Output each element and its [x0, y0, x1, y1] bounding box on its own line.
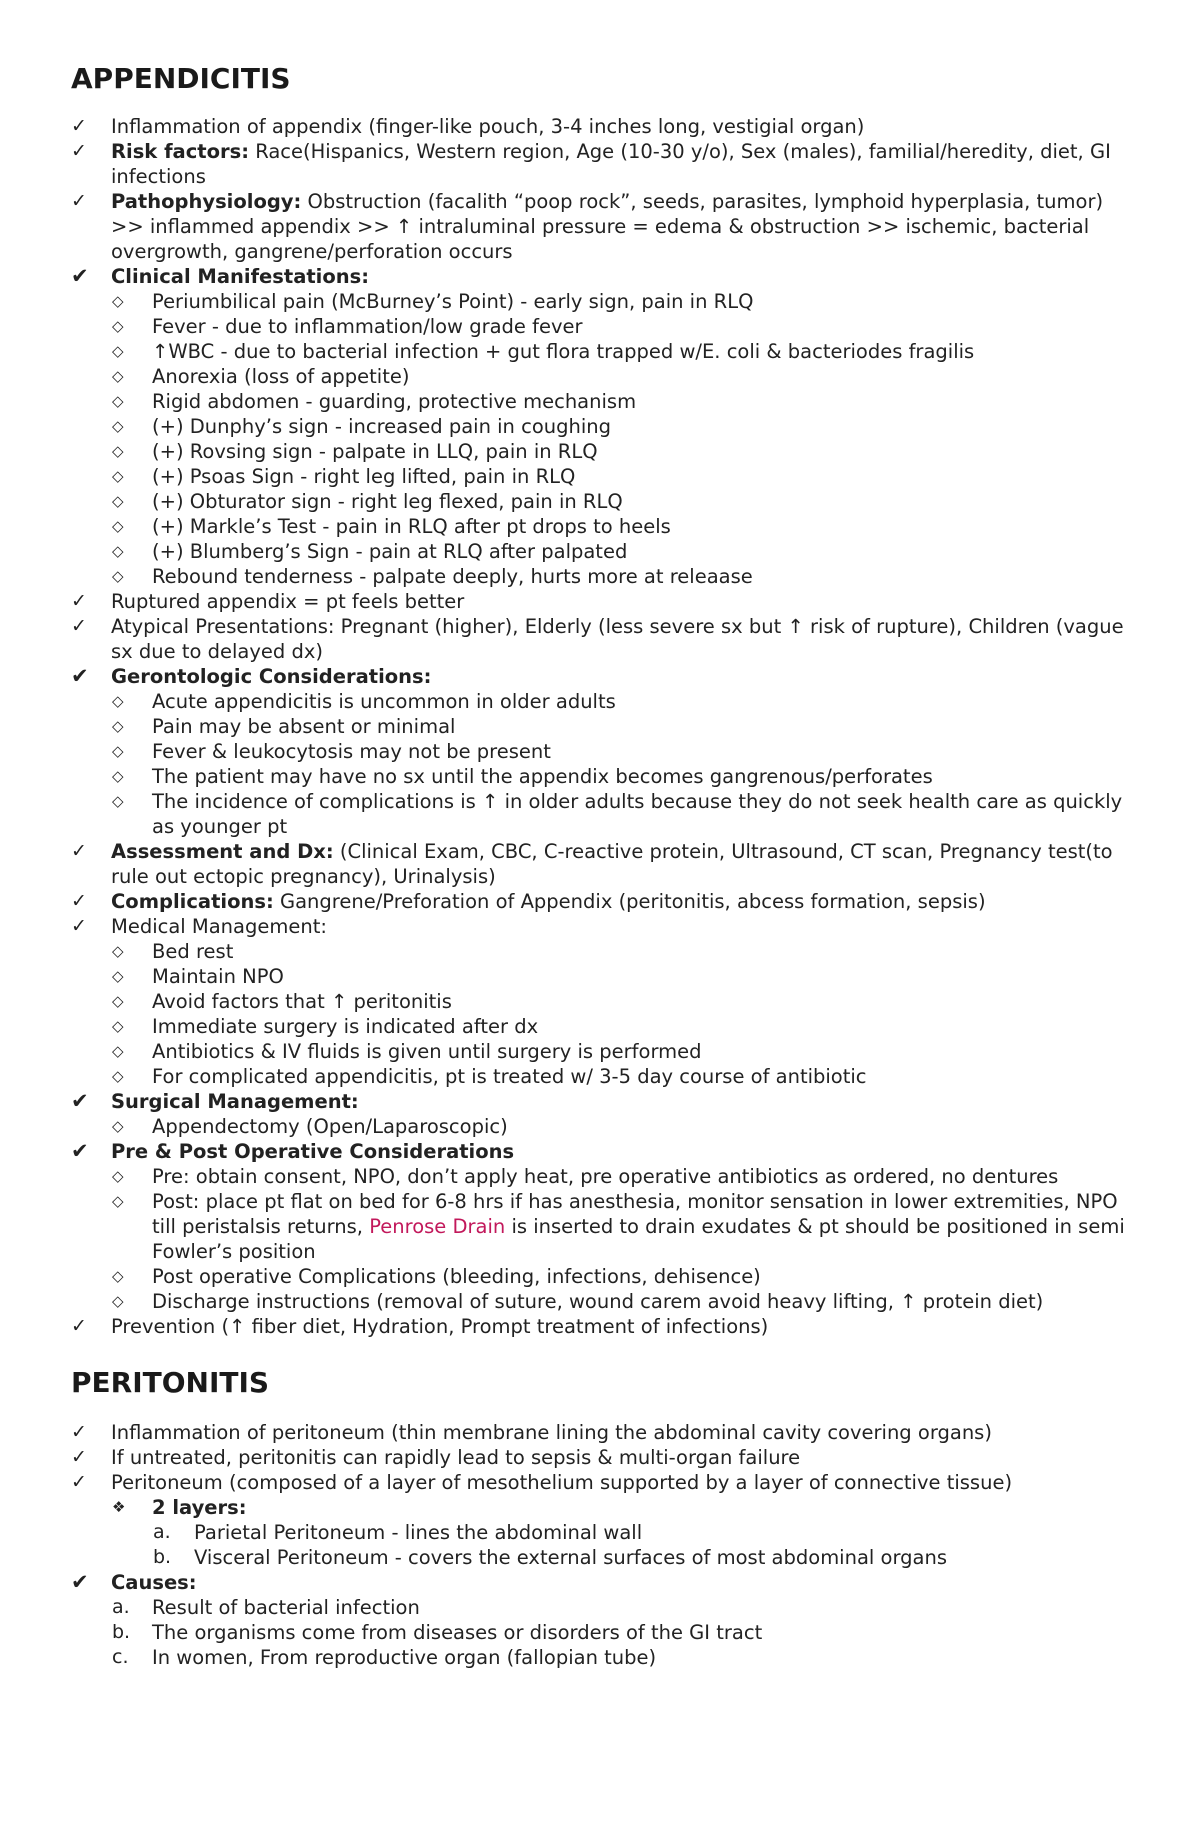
heavy-checkmark-icon: ✔ — [71, 264, 89, 288]
peritonitis-heading: PERITONITIS — [71, 1366, 270, 1399]
list-letter: a. — [112, 1596, 130, 1618]
diamond-bullet-icon: ◇ — [112, 1017, 124, 1035]
diamond-bullet-icon: ◇ — [112, 567, 124, 585]
list-item: ✓ If untreated, peritonitis can rapidly lead to sepsis & multi-organ failure — [71, 1446, 801, 1469]
list-item: ✓ Atypical Presentations: Pregnant (higher), Elderly (less severe sx but ↑ risk of rupture), Children (vague sx due to delayed dx) — [71, 615, 1124, 663]
diamond-bullet-icon: ◇ — [112, 692, 124, 710]
diamond-bullet-icon: ◇ — [112, 367, 124, 385]
list-letter: c. — [112, 1646, 129, 1668]
penrose-drain-highlight: Penrose Drain — [369, 1215, 506, 1238]
diamond-bullet-icon: ◇ — [112, 517, 124, 535]
checkmark-icon: ✓ — [71, 590, 87, 612]
sub-list-item: ◇ Maintain NPO — [112, 965, 284, 988]
sub-list-item: ◇ Antibiotics & IV fluids is given until surgery is performed — [112, 1040, 702, 1063]
diamond-bullet-icon: ◇ — [112, 767, 124, 785]
list-letter: b. — [153, 1546, 172, 1568]
sub-list-item: ◇ Discharge instructions (removal of suture, wound carem avoid heavy lifting, ↑ protein diet) — [112, 1290, 1044, 1313]
diamond-bullet-icon: ◇ — [112, 742, 124, 760]
list-letter: a. — [153, 1521, 171, 1543]
sub-sub-list-item: a. Parietal Peritoneum - lines the abdominal wall — [153, 1521, 643, 1544]
sub-list-item: ◇ Post: place pt flat on bed for 6-8 hrs if has anesthesia, monitor sensation in lower extremities, NPO till peristalsis returns, Penrose Drain is inserted to drain exudates & pt should be positioned in semi Fowler’s position — [112, 1190, 1125, 1263]
sub-list-item: ◇ Fever & leukocytosis may not be present — [112, 740, 551, 763]
diamond-bullet-icon: ◇ — [112, 1167, 124, 1185]
list-item: ✓ Risk factors: Race(Hispanics, Western region, Age (10-30 y/o), Sex (males), familial/heredity, diet, GI infections — [71, 140, 1111, 188]
sub-list-item: ❖ 2 layers: — [112, 1496, 247, 1519]
list-item: ✓ Prevention (↑ fiber diet, Hydration, Prompt treatment of infections) — [71, 1315, 769, 1338]
sub-list-item: ◇ For complicated appendicitis, pt is treated w/ 3-5 day course of antibiotic — [112, 1065, 867, 1088]
checkmark-icon: ✓ — [71, 915, 87, 937]
sub-list-item: ◇ Post operative Complications (bleeding, infections, dehisence) — [112, 1265, 761, 1288]
checkmark-icon: ✓ — [71, 1471, 87, 1493]
diamond-bullet-icon: ◇ — [112, 442, 124, 460]
checkmark-icon: ✓ — [71, 890, 87, 912]
sub-list-item: c. In women, From reproductive organ (fallopian tube) — [112, 1646, 657, 1669]
heavy-checkmark-icon: ✔ — [71, 1139, 89, 1163]
sub-list-item: ◇ Pain may be absent or minimal — [112, 715, 456, 738]
diamond-bullet-icon: ◇ — [112, 492, 124, 510]
diamond-bullet-icon: ◇ — [112, 417, 124, 435]
list-item: ✓ Complications: Gangrene/Preforation of Appendix (peritonitis, abcess formation, sepsis) — [71, 890, 986, 913]
sub-list-item: ◇ Avoid factors that ↑ peritonitis — [112, 990, 452, 1013]
sub-list-item: ◇ (+) Obturator sign - right leg flexed, pain in RLQ — [112, 490, 623, 513]
sub-list-item: ◇ (+) Blumberg’s Sign - pain at RLQ after palpated — [112, 540, 628, 563]
diamond-bullet-icon: ◇ — [112, 1067, 124, 1085]
sub-list-item: ◇ Anorexia (loss of appetite) — [112, 365, 410, 388]
diamond-bullet-icon: ◇ — [112, 942, 124, 960]
peritonitis-list — [71, 1420, 1128, 1670]
sub-list-item: ◇ Bed rest — [112, 940, 234, 963]
sub-list-item: ◇ Rebound tenderness - palpate deeply, hurts more at releaase — [112, 565, 753, 588]
sub-list-item: ◇ Acute appendicitis is uncommon in older adults — [112, 690, 616, 713]
list-item: ✔ Gerontologic Considerations: — [71, 664, 432, 688]
heavy-checkmark-icon: ✔ — [71, 664, 89, 688]
list-item: ✓ Pathophysiology: Obstruction (facalith “poop rock”, seeds, parasites, lymphoid hyperplasia, tumor) >> inflammed appendix >> ↑ intraluminal pressure = edema & obstruction >> ischemic, bacterial overgrowth, gangrene/perforation occurs — [71, 190, 1104, 263]
bold-diamond-bullet-icon: ❖ — [112, 1498, 126, 1516]
diamond-bullet-icon: ◇ — [112, 1267, 124, 1285]
sub-list-item: b. The organisms come from diseases or disorders of the GI tract — [112, 1621, 763, 1644]
checkmark-icon: ✓ — [71, 190, 87, 212]
diamond-bullet-icon: ◇ — [112, 1117, 124, 1135]
list-item: ✔ Surgical Management: — [71, 1089, 359, 1113]
list-item: ✓ Assessment and Dx: (Clinical Exam, CBC, C-reactive protein, Ultrasound, CT scan, Pregnancy test(to rule out ectopic pregnancy), Urinalysis) — [71, 840, 1113, 888]
list-letter: b. — [112, 1621, 131, 1643]
diamond-bullet-icon: ◇ — [112, 292, 124, 310]
heavy-checkmark-icon: ✔ — [71, 1570, 89, 1594]
list-item: ✔ Clinical Manifestations: — [71, 264, 370, 288]
diamond-bullet-icon: ◇ — [112, 1292, 124, 1310]
diamond-bullet-icon: ◇ — [112, 342, 124, 360]
checkmark-icon: ✓ — [71, 840, 87, 862]
checkmark-icon: ✓ — [71, 1315, 87, 1337]
sub-list-item: ◇ Appendectomy (Open/Laparoscopic) — [112, 1115, 508, 1138]
sub-list-item: ◇ Rigid abdomen - guarding, protective mechanism — [112, 390, 637, 413]
list-item: ✓ Inflammation of peritoneum (thin membrane lining the abdominal cavity covering organs) — [71, 1421, 992, 1444]
sub-sub-list-item: b. Visceral Peritoneum - covers the external surfaces of most abdominal organs — [153, 1546, 947, 1569]
sub-list-item: ◇ The incidence of complications is ↑ in older adults because they do not seek health care as quickly as younger pt — [112, 790, 1123, 838]
appendicitis-list — [71, 114, 1128, 1339]
sub-list-item: ◇ Immediate surgery is indicated after dx — [112, 1015, 539, 1038]
sub-list-item: ◇ Fever - due to inflammation/low grade fever — [112, 315, 583, 338]
sub-list-item: ◇ The patient may have no sx until the appendix becomes gangrenous/perforates — [112, 765, 933, 788]
diamond-bullet-icon: ◇ — [112, 967, 124, 985]
list-item: ✓ Ruptured appendix = pt feels better — [71, 590, 465, 613]
list-item: ✔ Pre & Post Operative Considerations — [71, 1139, 515, 1163]
diamond-bullet-icon: ◇ — [112, 542, 124, 560]
sub-list-item: ◇ (+) Psoas Sign - right leg lifted, pain in RLQ — [112, 465, 576, 488]
diamond-bullet-icon: ◇ — [112, 992, 124, 1010]
diamond-bullet-icon: ◇ — [112, 792, 124, 810]
checkmark-icon: ✓ — [71, 115, 87, 137]
diamond-bullet-icon: ◇ — [112, 1042, 124, 1060]
checkmark-icon: ✓ — [71, 1421, 87, 1443]
diamond-bullet-icon: ◇ — [112, 467, 124, 485]
sub-list-item: ◇ Periumbilical pain (McBurney’s Point) - early sign, pain in RLQ — [112, 290, 754, 313]
heavy-checkmark-icon: ✔ — [71, 1089, 89, 1113]
sub-list-item: ◇ Pre: obtain consent, NPO, don’t apply heat, pre operative antibiotics as ordered, no dentures — [112, 1165, 1059, 1188]
checkmark-icon: ✓ — [71, 615, 87, 637]
checkmark-icon: ✓ — [71, 140, 87, 162]
list-item: ✔ Causes: — [71, 1570, 197, 1594]
list-item: ✓ Medical Management: — [71, 915, 327, 938]
sub-list-item: ◇ (+) Rovsing sign - palpate in LLQ, pain in RLQ — [112, 440, 598, 463]
list-item: ✓ Inflammation of appendix (finger-like pouch, 3-4 inches long, vestigial organ) — [71, 115, 865, 138]
diamond-bullet-icon: ◇ — [112, 1192, 124, 1210]
list-item: ✓ Peritoneum (composed of a layer of mesothelium supported by a layer of connective tissue) — [71, 1471, 1013, 1494]
checkmark-icon: ✓ — [71, 1446, 87, 1468]
diamond-bullet-icon: ◇ — [112, 317, 124, 335]
appendicitis-heading: APPENDICITIS — [71, 62, 291, 95]
sub-list-item: a. Result of bacterial infection — [112, 1596, 420, 1619]
sub-list-item: ◇ (+) Dunphy’s sign - increased pain in coughing — [112, 415, 612, 438]
diamond-bullet-icon: ◇ — [112, 717, 124, 735]
sub-list-item: ◇ ↑WBC - due to bacterial infection + gut flora trapped w/E. coli & bacteriodes fragilis — [112, 340, 975, 363]
sub-list-item: ◇ (+) Markle’s Test - pain in RLQ after pt drops to heels — [112, 515, 671, 538]
diamond-bullet-icon: ◇ — [112, 392, 124, 410]
